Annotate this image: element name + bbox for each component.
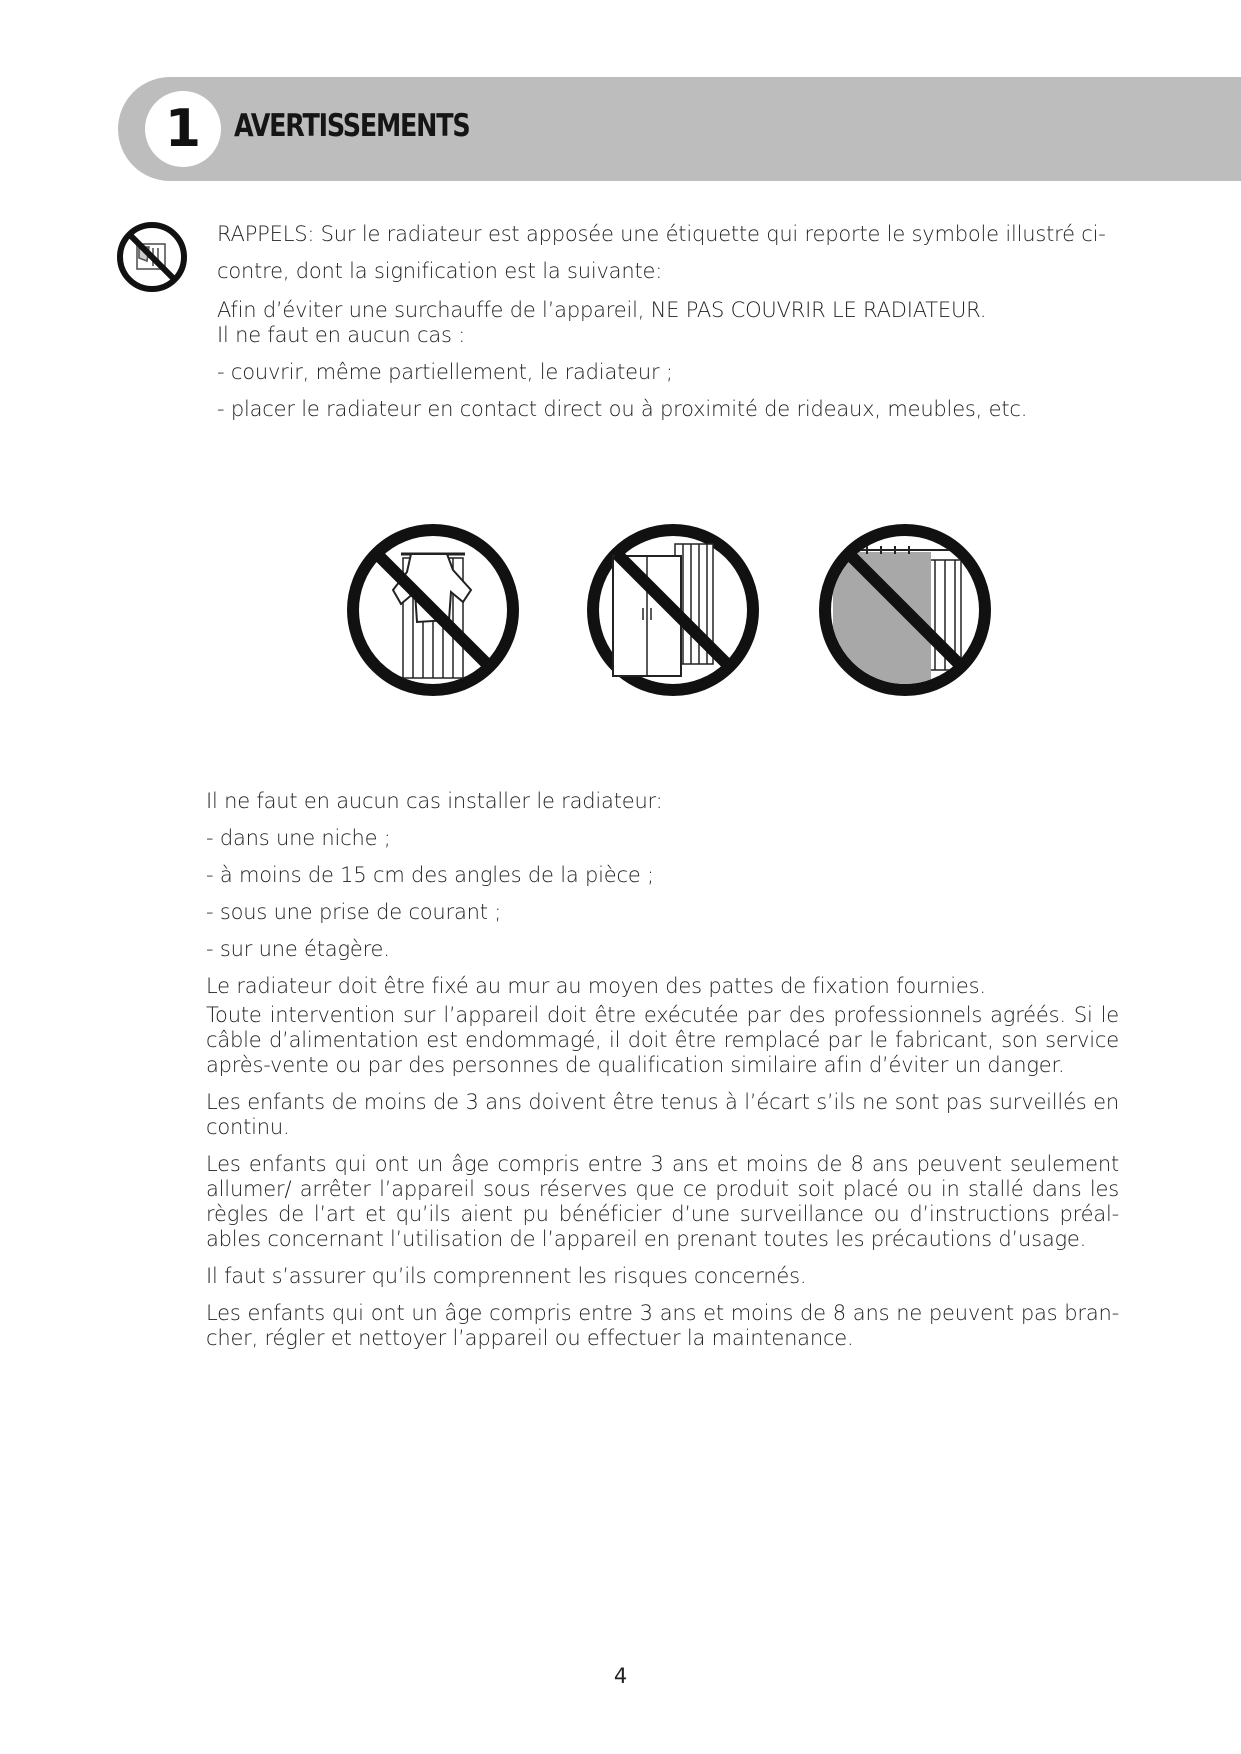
paragraph-service: Toute intervention sur l’appareil doit être exécutée par des professionnels agréés. Si le câble d’alimentation est endommagé, il doit être remplacé par le fabricant, son service après-vente ou par des personnes de qualification similaire afin d’éviter un danger. [206, 1003, 1119, 1077]
page-number: 4 [613, 1664, 628, 1688]
installation-bullet-2: - à moins de 15 cm des angles de la pièce ; [206, 863, 654, 887]
installation-bullet-1: - dans une niche ; [206, 826, 391, 850]
prohibition-illustrations [343, 520, 993, 704]
paragraph-children-3-to-8: Les enfants qui ont un âge compris entre 3 ans et moins de 8 ans peuvent seulement allumer/ arrêter l’appareil sous réserves que ce produit soit placé ou in stallé dans les règles de l’art et qu’ils aient pu bénéficier d’une surveillance ou d’instructions préal-ables concernant l’utilisation de l’appareil en prenant toutes les précautions d’usage. [206, 1152, 1119, 1251]
do-not-cover-symbol-icon [115, 220, 189, 294]
rappels-bullet-2: - placer le radiateur en contact direct ou à proximité de rideaux, meubles, etc. [217, 397, 1028, 421]
paragraph-risks: Il faut s’assurer qu’ils comprennent les risques concernés. [206, 1264, 807, 1288]
rappels-warning: Afin d’éviter une surchauffe de l’appareil, NE PAS COUVRIR LE RADIATEUR. [217, 298, 987, 322]
no-furniture-near-radiator-icon [583, 520, 763, 700]
installation-bullet-3: - sous une prise de courant ; [206, 900, 502, 924]
section-number: 1 [145, 91, 221, 167]
no-clothes-on-radiator-icon [343, 520, 523, 700]
paragraph-children-restrictions: Les enfants qui ont un âge compris entre 3 ans et moins de 8 ans ne peuvent pas bran-cher, régler et nettoyer l’appareil ou effectuer la maintenance. [206, 1301, 1119, 1350]
paragraph-fixing: Le radiateur doit être fixé au mur au moyen des pattes de fixation fournies. [206, 974, 986, 998]
installation-block [206, 789, 1119, 1351]
section-title: AVERTISSEMENTS [234, 108, 470, 144]
rappels-bullet-1: - couvrir, même partiellement, le radiateur ; [217, 360, 673, 384]
installation-intro: Il ne faut en aucun cas installer le radiateur: [206, 789, 663, 813]
rappels-intro: RAPPELS: Sur le radiateur est apposée une étiquette qui reporte le symbole illustré ci-contre, dont la signification est la suivante: [217, 222, 1106, 283]
rappels-block [217, 216, 1117, 422]
paragraph-children-under-3: Les enfants de moins de 3 ans doivent être tenus à l’écart s’ils ne sont pas surveillés en continu. [206, 1090, 1119, 1139]
no-curtains-near-radiator-icon [815, 520, 995, 700]
rappels-subtitle: Il ne faut en aucun cas : [217, 323, 466, 347]
installation-bullet-4: - sur une étagère. [206, 937, 390, 961]
